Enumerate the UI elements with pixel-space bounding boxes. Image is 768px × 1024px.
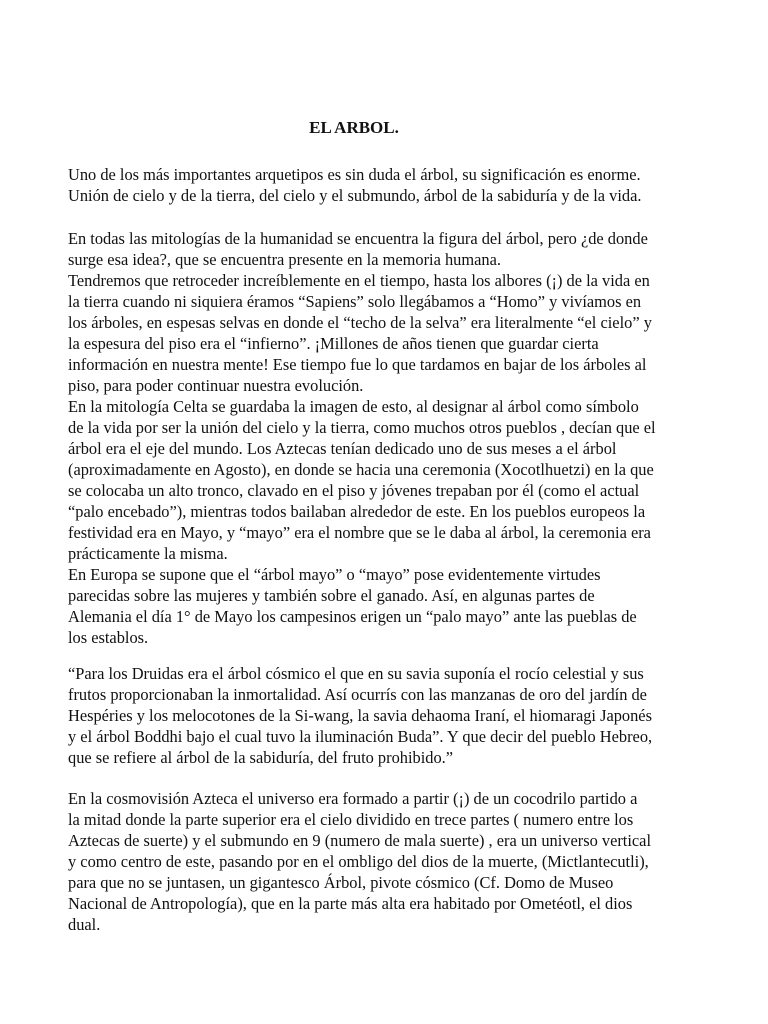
- text-line: se colocaba un alto tronco, clavado en el piso y jóvenes trepaban por él (como el actual: [68, 481, 640, 500]
- text-line: que se refiere al árbol de la sabiduría, del fruto prohibido.”: [68, 748, 454, 767]
- text-line: En la mitología Celta se guardaba la imagen de esto, al designar al árbol como símbolo: [68, 397, 639, 416]
- text-line: (aproximadamente en Agosto), en donde se hacia una ceremonia (Xocotlhuetzi) en la que: [68, 460, 654, 479]
- text-line: y el árbol Boddhi bajo el cual tuvo la iluminación Buda”. Y que decir del pueblo Hebreo,: [68, 727, 653, 746]
- text-line: los árboles, en espesas selvas en donde el “techo de la selva” era literalmente “el cielo” y: [68, 313, 652, 332]
- paragraph-arquetipo: [68, 164, 708, 206]
- paragraph-cosmovision-azteca: [68, 788, 708, 935]
- text-line: Nacional de Antropología), que en la parte más alta era habitado por Ometéotl, el dios: [68, 894, 633, 913]
- text-line: En todas las mitologías de la humanidad se encuentra la figura del árbol, pero ¿de donde: [68, 229, 648, 248]
- text-line: Uno de los más importantes arquetipos es sin duda el árbol, su significación es enorme.: [68, 165, 641, 184]
- text-line: Hespéries y los melocotones de la Si-wang, la savia dehaoma Iraní, el hiomaragi Japonés: [68, 706, 652, 725]
- text-line: para que no se juntasen, un gigantesco Árbol, pivote cósmico (Cf. Domo de Museo: [68, 873, 614, 892]
- paragraph-druidas-quote: [68, 663, 708, 768]
- text-line: festividad era en Mayo, y “mayo” era el nombre que se le daba al árbol, la ceremonia era: [68, 523, 651, 542]
- text-line: En Europa se supone que el “árbol mayo” o “mayo” pose evidentemente virtudes: [68, 565, 601, 584]
- text-line: frutos proporcionaban la inmortalidad. Así ocurrís con las manzanas de oro del jardín de: [68, 685, 647, 704]
- text-line: “palo encebado”), mientras todos bailaban alrededor de este. En los pueblos europeos la: [68, 502, 646, 521]
- text-line: parecidas sobre las mujeres y también sobre el ganado. Así, en algunas partes de: [68, 586, 595, 605]
- text-line: prácticamente la misma.: [68, 544, 228, 563]
- text-line: y como centro de este, pasando por en el ombligo del dios de la muerte, (Mictlantecutli),: [68, 852, 649, 871]
- text-line: Aztecas de suerte) y el submundo en 9 (numero de mala suerte) , era un universo vertical: [68, 831, 652, 850]
- text-line: árbol era el eje del mundo. Los Aztecas tenían dedicado uno de sus meses a el árbol: [68, 439, 617, 458]
- text-line: surge esa idea?, que se encuentra presente en la memoria humana.: [68, 250, 501, 269]
- paragraph-mitologias: [68, 228, 708, 648]
- text-line: de la vida por ser la unión del cielo y la tierra, como muchos otros pueblos , decían que el: [68, 418, 656, 437]
- text-line: piso, para poder continuar nuestra evolución.: [68, 376, 364, 395]
- text-line: la tierra cuando ni siquiera éramos “Sapiens” solo llegábamos a “Homo” y vivíamos en: [68, 292, 642, 311]
- document-title: EL ARBOL.: [309, 118, 399, 137]
- text-line: En la cosmovisión Azteca el universo era formado a partir (¡) de un cocodrilo partido a: [68, 789, 638, 808]
- text-line: Unión de cielo y de la tierra, del cielo y el submundo, árbol de la sabiduría y de la vida.: [68, 186, 642, 205]
- text-line: los establos.: [68, 628, 149, 647]
- text-line: Tendremos que retroceder increíblemente en el tiempo, hasta los albores (¡) de la vida en: [68, 271, 650, 290]
- text-line: dual.: [68, 915, 101, 934]
- text-line: “Para los Druidas era el árbol cósmico el que en su savia suponía el rocío celestial y sus: [68, 664, 644, 683]
- text-line: la espesura del piso era el “infierno”. ¡Millones de años tienen que guardar cierta: [68, 334, 599, 353]
- text-line: información en nuestra mente! Ese tiempo fue lo que tardamos en bajar de los árboles al: [68, 355, 647, 374]
- text-line: Alemania el día 1° de Mayo los campesinos erigen un “palo mayo” ante las pueblas de: [68, 607, 637, 626]
- text-line: la mitad donde la parte superior era el cielo dividido en trece partes ( numero entre los: [68, 810, 634, 829]
